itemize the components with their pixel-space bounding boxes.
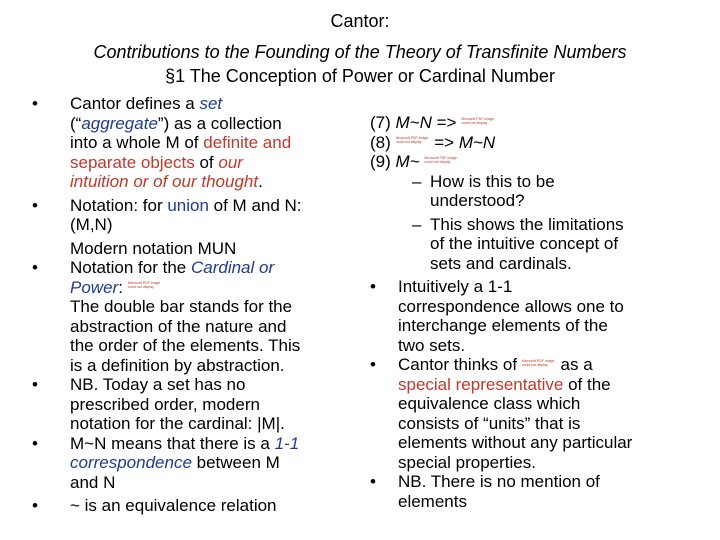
- sub-list-item: – How is this to be understood?: [412, 171, 555, 210]
- list-item: • Notation for the Cardinal or Power: Microsoft PDF image could not display The double bar stands for the abstraction of the nature and the order of the elements. This is a definition by abstraction.: [32, 258, 301, 375]
- list-item: • Cantor thinks of Microsoft PDF image could not display as a special representative of the equivalence class which consists of “units” that is elements without any particular special properties.: [370, 355, 633, 472]
- dash-bullet: –: [412, 214, 422, 234]
- slide-title-line1: Cantor:: [330, 11, 390, 31]
- formula-7: (7) M~N => Microsoft PDF image could not display: [370, 113, 494, 132]
- list-item: • NB. There is no mention of elements: [370, 472, 600, 511]
- slide-title-line2: Contributions to the Founding of the Theory of Transfinite Numbers: [93, 42, 627, 62]
- bullet: •: [370, 472, 376, 491]
- missing-image-placeholder: Microsoft PDF image could not display: [521, 358, 555, 367]
- sub-list-item: – This shows the limitations of the intuitive concept of sets and cardinals.: [412, 214, 624, 273]
- bullet: •: [32, 94, 38, 113]
- missing-image-placeholder: Microsoft PDF image could not display: [127, 281, 161, 290]
- bullet: •: [32, 375, 38, 394]
- formula-9: (9) M~ Microsoft PDF image could not display: [370, 152, 458, 171]
- slide-title-line3: §1 The Conception of Power or Cardinal Number: [165, 66, 555, 86]
- dash-bullet: –: [412, 171, 422, 191]
- right-column: [370, 113, 700, 511]
- bullet: •: [32, 258, 38, 277]
- missing-image-placeholder: Microsoft PDF image could not display: [424, 155, 458, 164]
- list-item: • M~N means that there is a 1-1 correspondence between M and N: [32, 433, 300, 492]
- bullet: •: [32, 433, 38, 453]
- bullet: •: [370, 277, 376, 296]
- list-item: • Notation: for union of M and N: (M,N) Modern notation MUN: [32, 195, 302, 258]
- bullet: •: [32, 195, 38, 215]
- list-item: • Intuitively a 1-1 correspondence allows one to interchange elements of the two sets.: [370, 277, 624, 355]
- missing-image-placeholder: Microsoft PDF image could not display: [461, 116, 494, 125]
- formula-8: (8) Microsoft PDF image could not display => M~N: [370, 132, 496, 152]
- bullet: •: [32, 496, 38, 515]
- missing-image-placeholder: Microsoft PDF image could not display: [395, 136, 429, 145]
- list-item: • ~ is an equivalence relation: [32, 496, 277, 515]
- list-item: • NB. Today a set has no prescribed order, modern notation for the cardinal: |M|.: [32, 375, 285, 433]
- left-column: [32, 94, 360, 516]
- list-item: • Cantor defines a set (“aggregate”) as a collection into a whole M of definite and separate objects of our intuition or of our thought.: [32, 94, 292, 191]
- bullet: •: [370, 355, 376, 374]
